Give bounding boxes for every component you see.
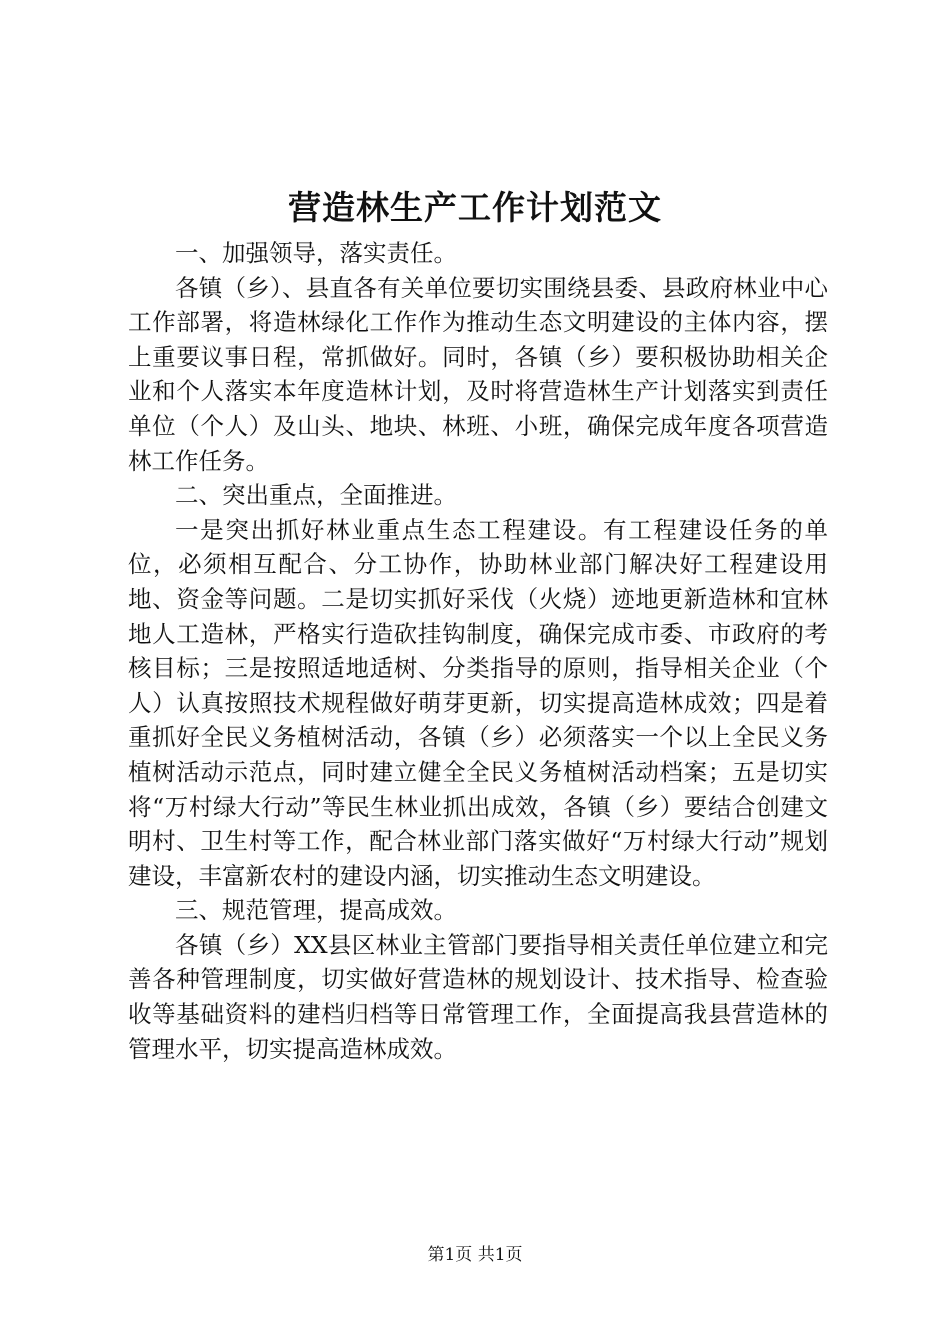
body-paragraph-1: 各镇（乡）、县直各有关单位要切实围绕县委、县政府林业中心工作部署，将造林绿化工作作为推动生态文明建设的主体内容，摆上重要议事日程，常抓做好。同时，各镇（乡）要积极协助相关企业和个人落实本年度造林计划，及时将营造林生产计划落实到责任单位（个人）及山头、地块、林班、小班，确保完成年度各项营造林工作任务。: [128, 273, 828, 475]
section-heading-1: 一、加强领导，落实责任。: [175, 239, 457, 267]
body-paragraph-3: 各镇（乡）XX县区林业主管部门要指导相关责任单位建立和完善各种管理制度，切实做好营造林的规划设计、技术指导、检查验收等基础资料的建档归档等日常管理工作，全面提高我县营造林的管理水平，切实提高造林成效。: [128, 930, 828, 1063]
document-body: [128, 236, 828, 1066]
body-paragraph-2: 一是突出抓好林业重点生态工程建设。有工程建设任务的单位，必须相互配合、分工协作，协助林业部门解决好工程建设用地、资金等问题。二是切实抓好采伐（火烧）迹地更新造林和宜林地人工造林，严格实行造砍挂钩制度，确保完成市委、市政府的考核目标；三是按照适地适树、分类指导的原则，指导相关企业（个人）认真按照技术规程做好萌芽更新，切实提高造林成效；四是着重抓好全民义务植树活动，各镇（乡）必须落实一个以上全民义务植树活动示范点，同时建立健全全民义务植树活动档案；五是切实将“万村绿大行动”等民生林业抓出成效，各镇（乡）要结合创建文明村、卫生村等工作，配合林业部门落实做好“万村绿大行动”规划建设，丰富新农村的建设内涵，切实推动生态文明建设。: [128, 515, 828, 890]
page-footer: 第1页 共1页: [427, 1245, 523, 1265]
section-heading-2: 二、突出重点，全面推进。: [175, 481, 457, 510]
section-heading-3: 三、规范管理，提高成效。: [175, 896, 457, 925]
document-title: 营造林生产工作计划范文: [288, 188, 662, 227]
